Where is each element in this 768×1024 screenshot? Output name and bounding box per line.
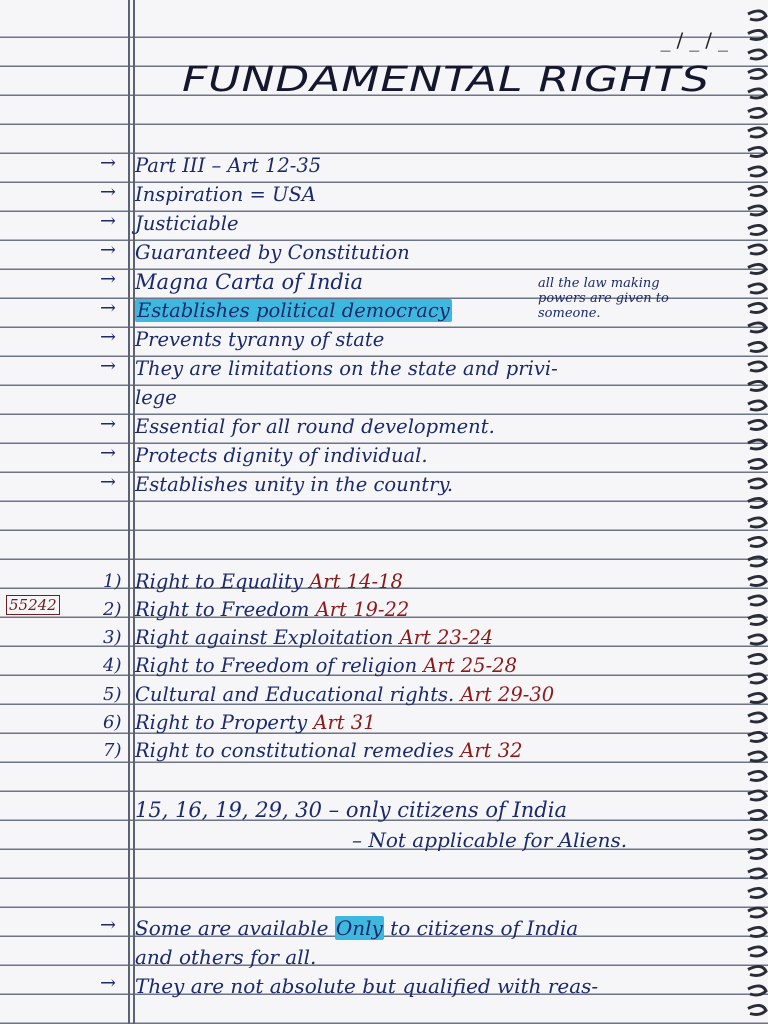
right-number: 2) [103, 599, 122, 620]
spiral-ring [748, 30, 766, 39]
closing-line: They are not absolute but qualified with reas- [135, 974, 599, 998]
arrow-icon: → [100, 355, 116, 377]
spiral-ring [748, 674, 766, 683]
spiral-ring [748, 342, 766, 351]
spiral-ring [748, 947, 766, 956]
aliens-note: – Not applicable for Aliens. [352, 828, 628, 852]
spiral-binding-icon [746, 0, 768, 1024]
spiral-ring [748, 713, 766, 722]
closing-line: and others for all. [135, 945, 317, 969]
article-ref: Art 25-28 [423, 654, 517, 677]
arrow-icon: → [100, 413, 116, 435]
spiral-ring [748, 849, 766, 858]
spiral-ring [748, 771, 766, 780]
right-name: Cultural and Educational rights. [135, 683, 455, 706]
arrow-icon: → [100, 152, 116, 174]
right-number: 5) [103, 684, 122, 705]
boxed-number: 55242 [6, 595, 60, 615]
article-ref: Art 23-24 [399, 626, 494, 649]
spiral-ring [748, 615, 766, 624]
arrow-icon: → [100, 471, 116, 493]
list-item: They are limitations on the state and privi- [135, 357, 558, 380]
spiral-ring [748, 401, 766, 410]
right-name: Right to Property [135, 711, 308, 734]
spiral-ring [748, 225, 766, 234]
right-name: Right to Freedom of religion [135, 654, 418, 677]
article-ref: Art 19-22 [315, 598, 410, 621]
side-note: all the law making powers are given to someone. [538, 276, 669, 321]
spiral-ring [748, 264, 766, 273]
article-ref: Art 29-30 [460, 683, 555, 706]
arrow-icon: → [100, 972, 116, 994]
right-item [135, 739, 523, 762]
spiral-ring [748, 89, 766, 98]
right-name: Right to Equality [135, 570, 303, 593]
spiral-ring [748, 108, 766, 117]
spiral-ring [748, 11, 766, 20]
spiral-ring [748, 50, 766, 59]
arrow-icon: → [100, 210, 116, 232]
arrow-icon: → [100, 297, 116, 319]
spiral-ring [748, 986, 766, 995]
citizens-only-note: 15, 16, 19, 29, 30 – only citizens of India [135, 798, 567, 822]
spiral-ring [748, 576, 766, 585]
page-title: FUNDAMENTAL RIGHTS [182, 60, 711, 100]
spiral-ring [748, 128, 766, 137]
right-number: 4) [103, 655, 122, 676]
spiral-ring [748, 206, 766, 215]
spiral-ring [748, 908, 766, 917]
article-ref: Art 32 [460, 739, 523, 762]
spiral-ring [748, 537, 766, 546]
highlighted-text: Only [335, 916, 383, 940]
spiral-ring [748, 303, 766, 312]
spiral-ring [748, 518, 766, 527]
list-item: Essential for all round development. [135, 415, 495, 438]
list-item: Inspiration = USA [135, 183, 316, 206]
spiral-ring [748, 69, 766, 78]
spiral-ring [748, 147, 766, 156]
spiral-ring [748, 245, 766, 254]
margin-line-left [128, 0, 130, 1024]
article-ref: Art 14-18 [309, 570, 403, 593]
spiral-ring [748, 167, 766, 176]
spiral-ring [748, 732, 766, 741]
right-number: 6) [103, 712, 122, 733]
spiral-ring [748, 186, 766, 195]
spiral-ring [748, 869, 766, 878]
arrow-icon: → [100, 326, 116, 348]
spiral-ring [748, 284, 766, 293]
list-item: Magna Carta of India [135, 270, 364, 294]
spiral-ring [748, 966, 766, 975]
list-item: Establishes unity in the country. [135, 473, 454, 496]
date-field: _/_/_ [660, 28, 734, 52]
right-number: 1) [103, 571, 122, 592]
right-item [135, 598, 409, 621]
spiral-ring [748, 596, 766, 605]
spiral-ring [748, 1005, 766, 1014]
spiral-ring [748, 888, 766, 897]
spiral-ring [748, 420, 766, 429]
spiral-ring [748, 635, 766, 644]
right-item [135, 654, 517, 677]
right-number: 7) [103, 740, 122, 761]
spiral-ring [748, 927, 766, 936]
list-item-highlighted [135, 299, 452, 322]
right-item [135, 626, 493, 649]
spiral-ring [748, 557, 766, 566]
arrow-icon: → [100, 914, 116, 936]
right-name: Right to constitutional remedies [135, 739, 455, 762]
spiral-ring [748, 479, 766, 488]
spiral-ring [748, 791, 766, 800]
right-item [135, 683, 554, 706]
right-name: Right to Freedom [135, 598, 310, 621]
spiral-ring [748, 752, 766, 761]
spiral-ring [748, 498, 766, 507]
list-item: Prevents tyranny of state [135, 328, 385, 351]
closing-line: Some are available Only to citizens of India [135, 916, 579, 940]
right-item [135, 711, 376, 734]
spiral-ring [748, 810, 766, 819]
spiral-ring [748, 693, 766, 702]
arrow-icon: → [100, 268, 116, 290]
right-number: 3) [103, 627, 122, 648]
list-item: Guaranteed by Constitution [135, 241, 410, 264]
right-item [135, 570, 403, 593]
list-item-continuation: lege [135, 386, 177, 409]
highlighted-text: Establishes political democracy [137, 299, 450, 322]
list-item: Justiciable [135, 212, 239, 235]
spiral-ring [748, 440, 766, 449]
arrow-icon: → [100, 181, 116, 203]
article-ref: Art 31 [313, 711, 376, 734]
spiral-ring [748, 459, 766, 468]
right-name: Right against Exploitation [135, 626, 394, 649]
spiral-ring [748, 830, 766, 839]
arrow-icon: → [100, 442, 116, 464]
spiral-ring [748, 323, 766, 332]
spiral-ring [748, 654, 766, 663]
arrow-icon: → [100, 239, 116, 261]
list-item: Part III – Art 12-35 [135, 154, 322, 177]
list-item: Protects dignity of individual. [135, 444, 428, 467]
spiral-ring [748, 381, 766, 390]
spiral-ring [748, 362, 766, 371]
